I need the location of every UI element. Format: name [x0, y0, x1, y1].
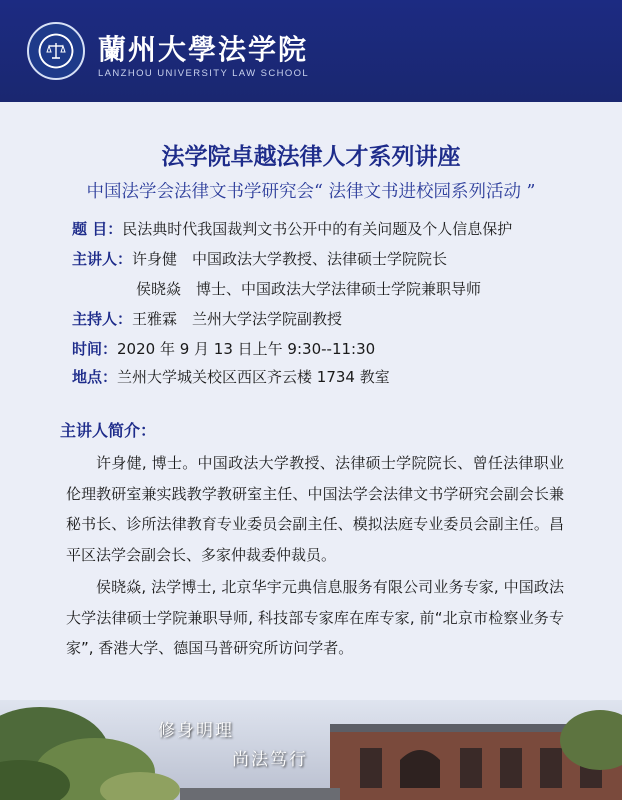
- page-title: 法学院卓越法律人才系列讲座: [161, 144, 461, 170]
- campus-photo: [0, 700, 622, 800]
- place-label: 地点：: [72, 368, 118, 386]
- bio-paragraph-1: 许身健, 博士。中国政法大学教授、法律硕士学院院长、曾任法律职业伦理教研室兼实践教学教研室主任、中国法学会法律文书学研究会副会长兼秘书长、诊所法律教育专业委员会副主任、模拟法庭专业委员会副主任。昌平区法学会副会长、多家仲裁委仲裁员。: [66, 454, 564, 564]
- campus-scene-graphic: [0, 700, 622, 800]
- topic-value: 民法典时代我国裁判文书公开中的有关问题及个人信息保护: [122, 220, 513, 238]
- university-seal-logo: [27, 22, 85, 80]
- host-value: 王雅霖 兰州大学法学院副教授: [132, 310, 343, 328]
- place-value: 兰州大学城关校区西区齐云楼 1734 教室: [117, 368, 390, 386]
- school-name-english: LANZHOU UNIVERSITY LAW SCHOOL: [98, 68, 310, 79]
- speaker-line: [72, 248, 447, 269]
- speaker-label: 主讲人：: [72, 250, 133, 268]
- scales-icon: [45, 40, 67, 62]
- time-line: [72, 338, 375, 359]
- page-subtitle: 中国法学会法律文书学研究会“ 法律文书进校园系列活动 ”: [86, 182, 536, 202]
- time-label: 时间：: [72, 340, 118, 358]
- place-line: [72, 366, 390, 387]
- time-value: 2020 年 9 月 13 日上午 9:30--11:30: [117, 340, 376, 358]
- topic-label: 题 目：: [72, 220, 123, 238]
- speaker-value-2: 侯晓焱 博士、中国政法大学法律硕士学院兼职导师: [136, 280, 482, 298]
- motto-line-1: 修身明理: [158, 721, 234, 741]
- topic-line: [72, 218, 512, 239]
- host-label: 主持人：: [72, 310, 133, 328]
- motto-line-2: 尚法笃行: [232, 750, 308, 770]
- bio-heading: 主讲人简介：: [60, 421, 157, 440]
- bio-paragraph-2: 侯晓焱, 法学博士, 北京华宇元典信息服务有限公司业务专家, 中国政法大学法律硕士学院兼职导师, 科技部专家库在库专家, 前“北京市检察业务专家”, 香港大学、德国马普研究所访问学者。: [66, 578, 564, 657]
- school-name: 蘭州大學法学院: [98, 33, 309, 66]
- speaker-line-2: [136, 278, 481, 299]
- speaker-value-1: 许身健 中国政法大学教授、法律硕士学院院长: [132, 250, 448, 268]
- host-line: [72, 308, 342, 329]
- header-banner: [0, 0, 622, 102]
